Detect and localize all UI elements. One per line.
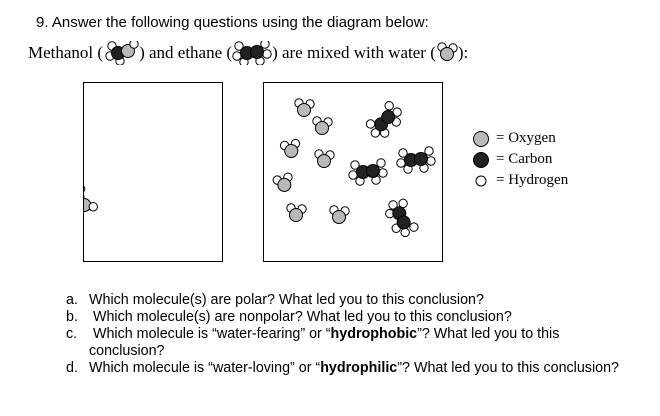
- carbon-atom-icon: [472, 151, 490, 169]
- legend-carbon-label: = Carbon: [496, 151, 553, 167]
- subquestion-c: [66, 326, 626, 360]
- diagram-box-right: [263, 82, 443, 262]
- subquestion-text-part: ”? What led you to this conclusion?: [89, 326, 560, 359]
- subquestion-text-part: ”? What led you to this conclusion?: [397, 360, 619, 376]
- ethane-molecule: [349, 159, 387, 185]
- subquestion-a: [66, 292, 626, 309]
- intro-end-text: ):: [457, 43, 469, 62]
- water-icon: [436, 41, 458, 65]
- diagram-box-left: [83, 82, 223, 262]
- ethane-molecule: [382, 195, 420, 240]
- subquestion-text: [89, 326, 626, 360]
- legend-oxygen-label: = Oxygen: [496, 130, 556, 146]
- intro-sentence: [28, 41, 468, 65]
- subquestion-text-part: Which molecule(s) are nonpolar? What led you to this conclusion?: [92, 309, 512, 325]
- water-molecule: [295, 99, 314, 117]
- subquestion-d: [66, 360, 626, 377]
- subquestion-text: [89, 292, 626, 309]
- subquestion-text-part: Which molecule(s) are polar? What led you to this conclusion?: [89, 292, 484, 308]
- subquestion-letter: d.: [66, 360, 78, 376]
- legend-carbon: [472, 149, 568, 170]
- molecules-left: [84, 83, 224, 263]
- subquestion-text-part: Which molecule is “water-fearing” or “: [92, 326, 331, 342]
- subquestion-text: [89, 360, 626, 377]
- hydrogen-atom-icon: [472, 172, 490, 190]
- question-instruction: Answer the following questions using the diagram below:: [51, 14, 429, 31]
- subquestion-text: [89, 309, 626, 326]
- molecules-right: [264, 83, 444, 263]
- subquestion-letter: c.: [66, 326, 78, 342]
- water-molecule: [287, 204, 306, 222]
- subquestion-b: [66, 309, 626, 326]
- question-title: [36, 14, 429, 31]
- keyword-hydrophilic: hydrophilic: [320, 360, 398, 376]
- legend-oxygen: [472, 128, 568, 149]
- subquestion-letter: a.: [66, 292, 78, 308]
- methanol-molecule: [84, 180, 99, 221]
- methanol-icon: [103, 41, 139, 65]
- intro-mid2-text: ) are mixed with water (: [272, 43, 436, 62]
- oxygen-atom-icon: [472, 130, 490, 148]
- legend-hydrogen: [472, 170, 568, 191]
- subquestion-list: [66, 292, 626, 377]
- subquestion-letter: b.: [66, 309, 78, 325]
- ethane-icon: [232, 41, 272, 65]
- intro-methanol-text: Methanol (: [28, 43, 104, 62]
- legend: [472, 128, 568, 191]
- ethane-molecule: [362, 99, 408, 144]
- water-molecule: [315, 150, 334, 168]
- water-molecule: [84, 147, 86, 170]
- subquestion-text-part: Which molecule is “water-loving” or “: [89, 360, 321, 376]
- legend-hydrogen-label: = Hydrogen: [496, 172, 569, 188]
- water-molecule: [330, 206, 349, 224]
- water-molecule: [313, 117, 332, 135]
- keyword-hydrophobic: hydrophobic: [330, 326, 418, 342]
- water-molecule: [272, 171, 296, 194]
- water-molecule: [279, 138, 302, 160]
- ethane-molecule: [397, 147, 435, 173]
- question-number: 9.: [36, 14, 49, 31]
- intro-mid-text: ) and ethane (: [139, 43, 233, 62]
